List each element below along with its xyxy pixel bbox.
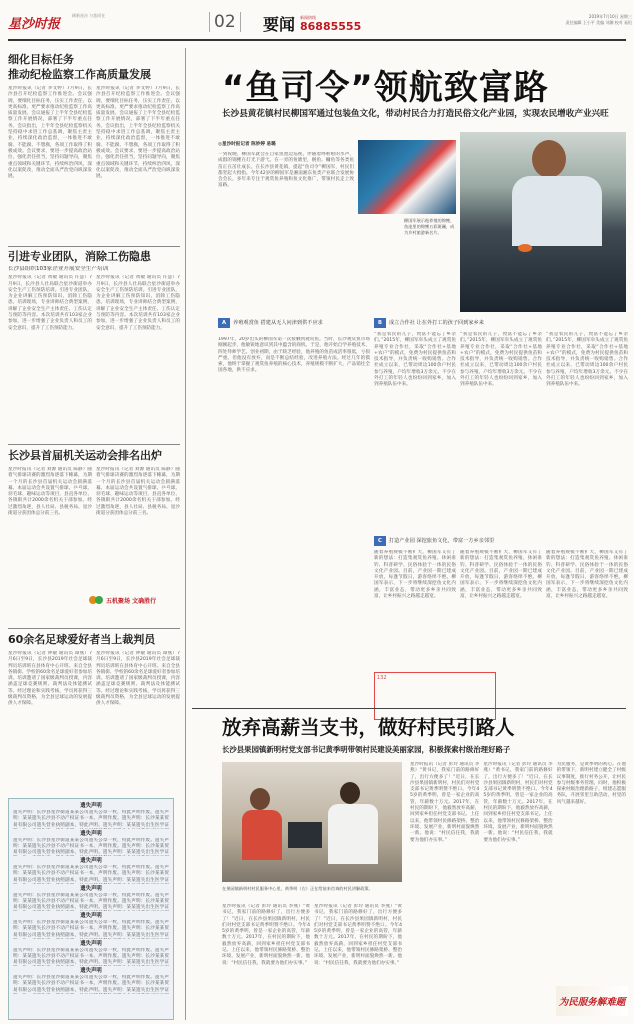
article-safety-training (8, 249, 180, 425)
section-c-body-col2: 随着养殖规模不断扩大，柳国军又有了新的想法：打造集观赏鱼养殖、休闲垂钓、科普研学、民俗体验于一体的民俗文化产业园。目前，产业园一期已建成开放，每逢节假日，游客络绎不绝。柳国军表示，下一步将继续深挖鱼文化内涵，丰富业态，带动更多乡亲共同致富，让乡村振兴之路越走越宽。 (460, 550, 542, 600)
section-b-body-col2: “我是农民的儿子，致富不能忘了乡亲们。”2015年，柳国军牵头成立了观赏鱼养殖专业合作社，采取“合作社+基地+农户”的模式，免费为村民提供鱼苗和技术指导，并负责统一收购销售。合作社成立以来，已带动周边100余户村民参与养殖，户均年增收3万余元。不少在外打工的年轻人也纷纷回到家乡，加入到养殖队伍中来。 (460, 332, 542, 388)
fish-farmer-photo (460, 132, 626, 312)
second-headline: 放弃高薪当支书，做好村民引路人 (222, 716, 515, 739)
page-marker-number: 132 (377, 675, 387, 681)
story-divider (192, 708, 626, 709)
second-body: 星沙时报讯（记者 彭玲 通讯员 李燕）“黄书记，我家门前的路修好了，出行方便多了！”近日，在长沙县果园镇新明村，村民们对村党支部书记黄季明赞不绝口。今年45岁的黄季明，曾是一家企业的高管，年薪数十万元。2017年，在村民的期盼下，他毅然放弃高薪，回到家乡担任村党支部书记。上任以来，他带领村民修路架桥、整治环境、发展产业，新明村面貌焕然一新。他说：“村民信任我，我就要为他们办实事。” (222, 904, 310, 966)
section-b-header (374, 318, 628, 328)
article-discipline (8, 52, 180, 236)
byline: ◎星沙时报记者 陈妙婷 易璐 (218, 142, 276, 147)
sidebar-body: 为民服务，是黄季明的初心。在他的带领下，新明村建立健全了村级议事制度，推行村务公开，让村民参与村级事务管理。同时，他积极探索村级治理新路子，组建志愿服务队，开展邻里互助活动，村里的风气越来越好。 (556, 762, 626, 805)
second-body-columns (222, 904, 402, 1018)
article-body: 星沙时报讯（记者 钟敏 通讯员 谭燕）7月6日至9日，长沙县2019年社会足球裁判员培训班在县体育中心开班。来自全县各镇街、学校的60余名足球爱好者参加培训。培训邀请了国家级裁判员授课，内容涵盖足球竞赛规则、裁判法及体能测试等。经过理论和实践考核，学员将获得三级裁判员资格，为全县足球运动的发展提供人才保障。 (8, 651, 92, 707)
notice-body: 遗失声明：长沙县星沙街道某某公司遗失公章一枚，特此声明作废。遗失声明：某某遗失长沙县不动产权证书一本，声明作废。遗失声明：长沙某某贸易有限公司遗失营业执照副本，特此声明。遗失声明：某某遗失出生医学证 (13, 810, 169, 828)
section-c-body-col3: 随着养殖规模不断扩大，柳国军又有了新的想法：打造集观赏鱼养殖、休闲垂钓、科普研学、民俗体验于一体的民俗文化产业园。目前，产业园一期已建成开放，每逢节假日，游客络绎不绝。柳国军表示，下一步将继续深挖鱼文化内涵，丰富业态，带动更多乡亲共同致富，让乡村振兴之路越走越宽。 (546, 550, 628, 600)
article-title: 长沙县首届机关运动会排名出炉 (8, 449, 162, 462)
sports-meet-logo (88, 593, 180, 607)
notices-list (13, 803, 169, 994)
divider (8, 246, 180, 247)
service-badge-text: 为民服务解难题 (558, 997, 626, 1008)
article-body-col2: 星沙时报讯（记者 钟敏 通讯员 谭燕）7月6日至9日，长沙县2019年社会足球裁判员培训班在县体育中心开班。来自全县各镇街、学校的60余名足球爱好者参加培训。培训邀请了国家级裁判员授课，内容涵盖足球竞赛规则、裁判法及体能测试等。经过理论和实践考核，学员将获得三级裁判员资格，为全县足球运动的发展提供人才保障。 (96, 651, 180, 707)
second-right-columns (410, 762, 626, 1018)
section-c-body: 随着养殖规模不断扩大，柳国军又有了新的想法：打造集观赏鱼养殖、休闲垂钓、科普研学、民俗体验于一体的民俗文化产业园。目前，产业园一期已建成开放，每逢节假日，游客络绎不绝。柳国军表示，下一步将继续深挖鱼文化内涵，丰富业态，带动更多乡亲共同致富，让乡村振兴之路越走越宽。 (374, 550, 456, 600)
article-body: 星沙时报讯（记者 李文婷）7月9日，长沙县召开纪检监察工作推进会。会议强调，要细化目标任务，压实工作责任，以更高标准、更严要求推动纪检监察工作高质量发展。会议通报了上半年全县纪检监察工作开展情况，部署了下半年重点任务。会议指出，上半年全县纪检监察机关坚持稳中求进工作总基调，聚焦主责主业，持续深化政治监督，一体推进不敢腐、不能腐、不想腐，各项工作取得了积极成效。会议要求，要进一步提高政治站位，强化责任担当，坚持问题导向，聚焦重点领域和关键环节，持续纠治四风，深化以案促改，推动全面从严治党向纵深发展。 (8, 86, 92, 180)
article-football-referees (8, 632, 180, 781)
section-c-label: 打造产业园 深挖旅鱼文化，带富一方乡亲邻里 (388, 538, 495, 544)
notice-item (13, 803, 169, 829)
notices-box (8, 798, 174, 1020)
issue-date: 2019年7月10日 星期三 (588, 14, 632, 19)
section-b-body-col3: “我是农民的儿子，致富不能忘了乡亲们。”2015年，柳国军牵头成立了观赏鱼养殖专业合作社，采取“合作社+基地+农户”的模式，免费为村民提供鱼苗和技术指导，并负责统一收购销售。合作社成立以来，已带动周边100余户村民参与养殖，户均年增收3万余元。不少在外打工的年轻人也纷纷回到家乡，加入到养殖队伍中来。 (546, 332, 628, 388)
notice-item (13, 858, 169, 884)
notice-body: 遗失声明：长沙县星沙街道某某公司遗失公章一枚，特此声明作废。遗失声明：某某遗失长沙县不动产权证书一本，声明作废。遗失声明：长沙某某贸易有限公司遗失营业执照副本，特此声明。遗失声明：某某遗失出生医学证 (13, 837, 169, 856)
section-b-badge: B (374, 318, 386, 328)
section-c-badge: C (374, 536, 386, 546)
divider (8, 628, 180, 629)
page-number: 02 (209, 12, 241, 32)
sports-meet-slogan: 五机聚场 文确胜行 (106, 597, 157, 605)
section-a-label: 养殖观赏鱼 搭建从无人问津到供不应求 (233, 320, 323, 326)
notice-title: 遗失声明 (80, 803, 102, 809)
article-subtitle: 长沙县组织103家企业开展安全生产培训 (8, 266, 109, 272)
article-body-col2: 星沙时报讯（记者 李文婷）7月9日，长沙县召开纪检监察工作推进会。会议强调，要细化目标任务，压实工作责任，以更高标准、更严要求推动纪检监察工作高质量发展。会议通报了上半年全县纪检监察工作开展情况，部署了下半年重点任务。会议指出，上半年全县纪检监察机关坚持稳中求进工作总基调，聚焦主责主业，持续深化政治监督，一体推进不敢腐、不能腐、不想腐，各项工作取得了积极成效。会议要求，要进一步提高政治站位，强化责任担当，坚持问题导向，聚焦重点领域和关键环节，持续纠治四风，深化以案促改，推动全面从严治党向纵深发展。 (96, 86, 180, 180)
hotline-label: 新闻热线 (300, 15, 316, 20)
section-b-body: “我是农民的儿子，致富不能忘了乡亲们。”2015年，柳国军牵头成立了观赏鱼养殖专业合作社，采取“合作社+基地+农户”的模式，免费为村民提供鱼苗和技术指导，并负责统一收购销售。合作社成立以来，已带动周边100余户村民参与养殖，户均年增收3万余元。不少在外打工的年轻人也纷纷回到家乡，加入到养殖队伍中来。 (374, 332, 456, 388)
section-a-body: 1997年，20岁出头的柳国军第一次接触到观赏鱼。当时，长沙观赏鱼市场刚刚起步，他敏锐地意识到其中蕴含的商机。于是，他开始自学养殖技术，四处拜师学艺。创业初期，由于缺乏经验，他养殖的鱼苗成活率很低，亏损严重。但他没有放弃，而是不断总结经验，改进养殖方法。经过几年的摸索，他终于掌握了观赏鱼养殖的核心技术，养殖规模不断扩大，产品销往全国各地，供不应求。 (218, 337, 370, 374)
editor-credits: 责任编辑 王小平 美编 刘渊 校对 易恒 (565, 20, 632, 25)
article-title-line2: 推动纪检监察工作高质量发展 (8, 68, 151, 81)
notice-item (13, 913, 169, 939)
section-b-columns (374, 332, 628, 530)
section-b-label: 成立合作社 让在外打工的孩子回到家乡来 (388, 320, 484, 326)
hotline-number: 86885555 (300, 20, 362, 33)
second-body-col4: 星沙时报讯（记者 彭玲 通讯员 李燕）“黄书记，我家门前的路修好了，出行方便多了！”近日，在长沙县果园镇新明村，村民们对村党支部书记黄季明赞不绝口。今年45岁的黄季明，曾是一家企业的高管，年薪数十万元。2017年，在村民的期盼下，他毅然放弃高薪，回到家乡担任村党支部书记。上任以来，他带领村民修路架桥、整治环境、发展产业，新明村面貌焕然一新。他说：“村民信任我，我就要为他们办实事。” (483, 762, 553, 843)
notice-item (13, 968, 169, 994)
page-section-name: 要闻 (263, 15, 296, 34)
header-divider (8, 39, 626, 41)
games-emblem-icon (88, 593, 104, 607)
article-title: 60余名足球爱好者当上裁判员 (8, 633, 156, 646)
article-body: 星沙时报讯（记者 黄敏 通讯员 许慧）7月9日，长沙县人社局联合星沙街道举办安全生产工伤预防培训。引进专业团队，为企业讲解工伤预防知识，消除工伤隐患。培训现场，专业讲师结合典型案例，讲解了企业安全生产主体责任、工伤认定与预防等内容。本次培训共有103家企业参加，进一步增强了企业负责人和员工的安全意识，提升了工伤预防能力。 (8, 275, 92, 331)
intro-body: 一到夜晚，柳国军就会在自家鱼池边巡视，伴随着哗啦啦的水声，成群的锦鲤在灯光下游弋。在一旁的鱼塘里，鲢鱼、鳙鱼等各类鱼苗正在茁壮成长。在长沙县黄花镇，提起“鱼司令”柳国军，村民们都竖起大拇指。今年42岁的柳国军是湘南湘东鱼类产业联合发展协会会长，多年来专注于观赏鱼养殖和鱼文化推广，带领村民走上致富路。 (218, 152, 354, 189)
notice-body: 遗失声明：长沙县星沙街道某某公司遗失公章一枚，特此声明作废。遗失声明：某某遗失长沙县不动产权证书一本，声明作废。遗失声明：长沙某某贸易有限公司遗失营业执照副本，特此声明。遗失声明：某某遗失出生医学证 (13, 920, 169, 938)
koi-photo (358, 140, 456, 214)
article-body-col2: 星沙时报讯（记者 刘源 通讯员 陈静）随着气排球决赛的激烈角逐落下帷幕，为期一个月的长沙县首届机关运动会圆满落幕。本届运动会共设置气排球、乒乓球、羽毛球、趣味运动等项目，县直各单位、各镇街共计2000余名机关干部参加。经过激烈角逐，县人社局、县税务局、星沙街道分获团体总分前三名。 (96, 467, 180, 517)
notice-title: 遗失声明 (80, 913, 102, 919)
article-title-line1: 细化目标任务 (8, 53, 74, 66)
service-badge (556, 986, 628, 1016)
column-divider (185, 48, 186, 1020)
notice-item (13, 941, 169, 967)
newspaper-logo: 星沙时报 (8, 17, 61, 32)
article-sports-meet (8, 448, 180, 607)
section-a-header (218, 318, 370, 328)
second-subtitle: 长沙县果园镇新明村党支部书记黄季明带领村民建设美丽家园，积极探索村级治理好路子 (222, 745, 511, 754)
notice-item (13, 886, 169, 912)
date-line (520, 14, 632, 26)
second-body-col3: 星沙时报讯（记者 彭玲 通讯员 李燕）“黄书记，我家门前的路修好了，出行方便多了！”近日，在长沙县果园镇新明村，村民们对村党支部书记黄季明赞不绝口。今年45岁的黄季明，曾是一家企业的高管，年薪数十万元。2017年，在村民的期盼下，他毅然放弃高薪，回到家乡担任村党支部书记。上任以来，他带领村民修路架桥、整治环境、发展产业，新明村面貌焕然一新。他说：“村民信任我，我就要为他们办实事。” (410, 762, 480, 843)
notice-body: 遗失声明：长沙县星沙街道某某公司遗失公章一枚，特此声明作废。遗失声明：某某遗失长沙县不动产权证书一本，声明作废。遗失声明：长沙某某贸易有限公司遗失营业执照副本，特此声明。遗失声明：某某遗失出生医学证 (13, 892, 169, 911)
article-title: 引进专业团队，消除工伤隐患 (8, 250, 151, 263)
section-c-header (374, 536, 628, 546)
notice-title: 遗失声明 (80, 885, 102, 892)
section-c-columns (374, 550, 628, 662)
main-subtitle: 长沙县黄花镇村民柳国军通过包装鱼文化，带动村民合力打造民俗文化产业园，实现农民增收产业兴旺 (222, 109, 609, 119)
section-a-badge: A (218, 318, 230, 328)
notice-body: 遗失声明：长沙县星沙街道某某公司遗失公章一枚，特此声明作废。遗失声明：某某遗失长沙县不动产权证书一本，声明作废。遗失声明：长沙某某贸易有限公司遗失营业执照副本，特此声明。遗失声明：某某遗失出生医学证 (13, 975, 169, 993)
second-photo-caption: 在果园镇新明村村民服务中心里，黄季明（右）正在给前来咨询的村民讲解政策。 (222, 886, 373, 891)
notice-item (13, 831, 169, 857)
notice-body: 遗失声明：长沙县星沙街道某某公司遗失公章一枚，特此声明作废。遗失声明：某某遗失长沙县不动产权证书一本，声明作废。遗失声明：长沙某某贸易有限公司遗失营业执照副本，特此声明。遗失声明：某某遗失出生医学证 (13, 865, 169, 883)
notice-title: 遗失声明 (80, 968, 102, 974)
notice-title: 遗失声明 (80, 830, 102, 837)
notice-title: 遗失声明 (80, 858, 102, 864)
logo-slogan: 刷新星沙 与您同在 (72, 13, 106, 18)
photo-caption: 柳国军展示他养殖的锦鲤，鱼池里的锦鲤五彩斑斓，成为乡村旅游新名片。 (404, 218, 455, 235)
divider (8, 444, 180, 445)
article-body: 星沙时报讯（记者 刘源 通讯员 陈静）随着气排球决赛的激烈角逐落下帷幕，为期一个月的长沙县首届机关运动会圆满落幕。本届运动会共设置气排球、乒乓球、羽毛球、趣味运动等项目，县直各单位、各镇街共计2000余名机关干部参加。经过激烈角逐，县人社局、县税务局、星沙街道分获团体总分前三名。 (8, 467, 92, 517)
main-headline: “鱼司令”领航致富路 (222, 68, 549, 108)
article-body-col2: 星沙时报讯（记者 黄敏 通讯员 许慧）7月9日，长沙县人社局联合星沙街道举办安全生产工伤预防培训。引进专业团队，为企业讲解工伤预防知识，消除工伤隐患。培训现场，专业讲师结合典型案例，讲解了企业安全生产主体责任、工伤认定与预防等内容。本次培训共有103家企业参加，进一步增强了企业负责人和员工的安全意识，提升了工伤预防能力。 (96, 275, 180, 331)
service-center-photo (222, 762, 402, 882)
page-header (0, 0, 634, 40)
second-body-col2: 星沙时报讯（记者 彭玲 通讯员 李燕）“黄书记，我家门前的路修好了，出行方便多了！”近日，在长沙县果园镇新明村，村民们对村党支部书记黄季明赞不绝口。今年45岁的黄季明，曾是一家企业的高管，年薪数十万元。2017年，在村民的期盼下，他毅然放弃高薪，回到家乡担任村党支部书记。上任以来，他带领村民修路架桥、整治环境、发展产业，新明村面貌焕然一新。他说：“村民信任我，我就要为他们办实事。” (314, 904, 402, 966)
notice-body: 遗失声明：长沙县星沙街道某某公司遗失公章一枚，特此声明作废。遗失声明：某某遗失长沙县不动产权证书一本，声明作废。遗失声明：长沙某某贸易有限公司遗失营业执照副本，特此声明。遗失声明：某某遗失出生医学证 (13, 947, 169, 966)
notice-title: 遗失声明 (80, 940, 102, 947)
